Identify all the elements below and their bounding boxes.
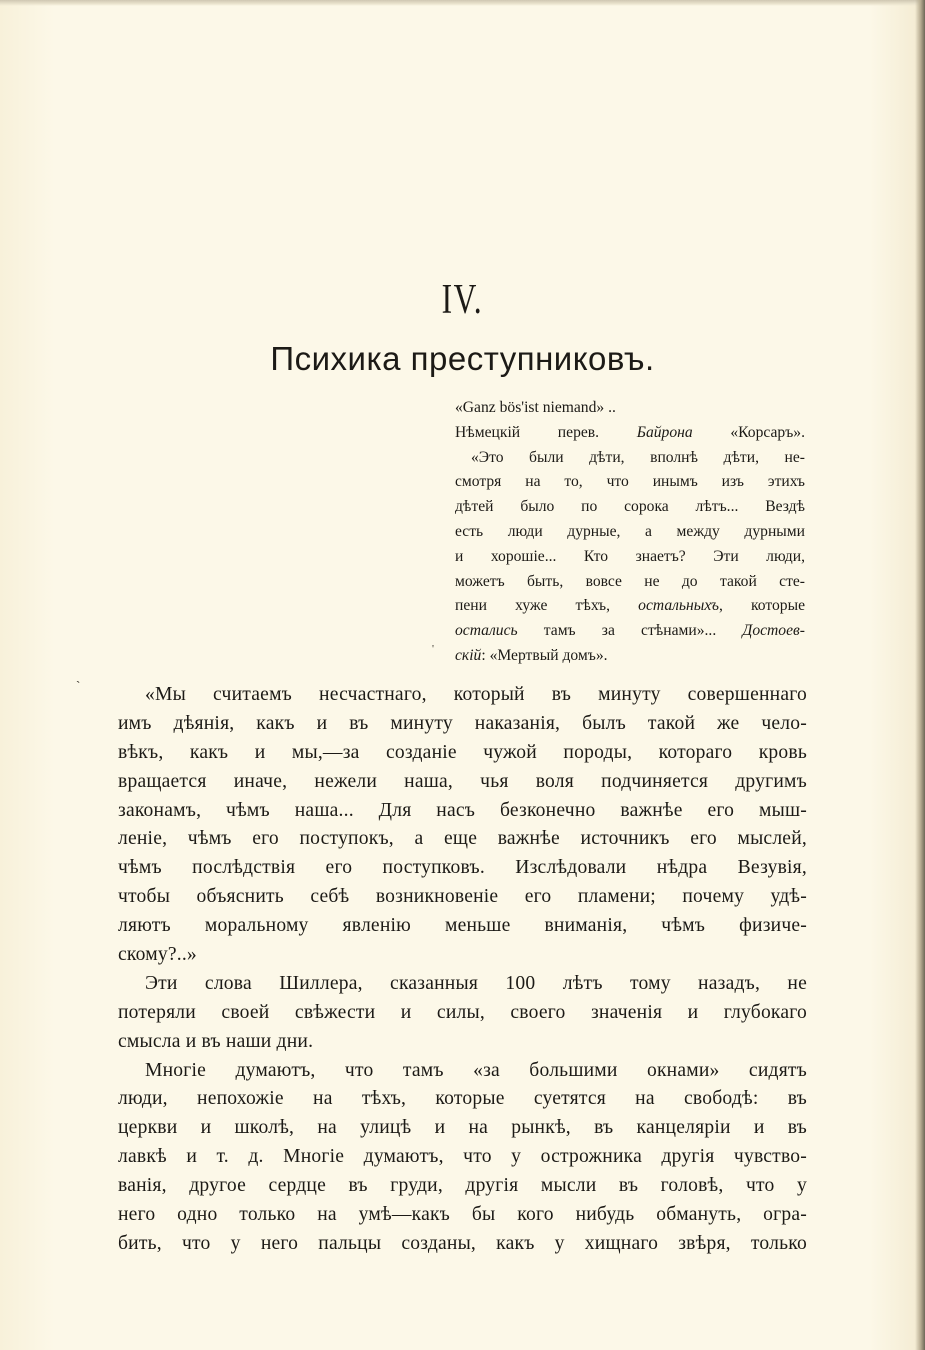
text-line: «Мы считаемъ несчастнаго, который въ минуту совершеннаго xyxy=(145,684,807,705)
epigraph-author: Достоев- xyxy=(742,622,805,640)
body-text xyxy=(118,681,807,1259)
epigraph-line: дѣтей было по сорока лѣтъ... Вездѣ xyxy=(455,498,805,516)
text-line: вращается иначе, нежели наша, чья воля подчиняется другимъ xyxy=(118,770,807,792)
page-right-edge-shadow xyxy=(915,0,925,1350)
epigraph-line: можетъ быть, вовсе не до такой сте- xyxy=(455,572,805,590)
epigraph-line: «Ganz bös'ist niemand» .. xyxy=(455,399,616,416)
text-line: ляютъ моральному явленію меньше вниманія, чѣмъ физиче- xyxy=(118,915,807,937)
epigraph-line: и хорошіе... Кто знаетъ? Эти люди, xyxy=(455,547,805,565)
text-line: бить, что у него пальцы созданы, какъ у хищнаго звѣря, только xyxy=(118,1232,807,1254)
text-line: него одно только на умѣ—какъ бы кого нибудь обмануть, огра- xyxy=(118,1204,807,1226)
epigraph-line: скій: «Мертвый домъ». xyxy=(455,646,608,664)
epigraph-line: пени хуже тѣхъ, остальныхъ, которые xyxy=(455,597,805,615)
margin-speck: ` xyxy=(76,678,81,693)
text-line: имъ дѣянія, какъ и въ минуту наказанія, былъ такой же чело- xyxy=(118,712,807,734)
text-line: Многіе думаютъ, что тамъ «за большими окнами» сидятъ xyxy=(145,1059,807,1081)
text-line: чтобы объяснить себѣ возникновеніе его пламени; почему удѣ- xyxy=(118,886,807,908)
epigraph xyxy=(455,396,805,669)
text-line: люди, непохожіе на тѣхъ, которые суетятся на свободѣ: въ xyxy=(118,1088,807,1110)
margin-speck: ' xyxy=(432,643,434,655)
text-line: скому?..» xyxy=(118,944,197,966)
text-line: леніе, чѣмъ его поступокъ, а еще важнѣе источникъ его мыслей, xyxy=(118,828,807,850)
text-line: вѣкъ, какъ и мы,—за созданіе чужой породы, котораго кровь xyxy=(118,741,807,763)
text-line: смысла и въ наши дни. xyxy=(118,1030,314,1052)
page-top-edge xyxy=(0,0,925,6)
text-line: лавкѣ и т. д. Многіе думаютъ, что у острожника другія чувство- xyxy=(118,1146,807,1168)
epigraph-line: Нѣмецкій перев. Байрона «Корсаръ». xyxy=(455,423,805,441)
text-line: церкви и школѣ, на улицѣ и на рынкѣ, въ канцеляріи и въ xyxy=(118,1117,807,1139)
text-line: чѣмъ послѣдствія его поступковъ. Изслѣдовали нѣдра Везувія, xyxy=(118,857,807,879)
epigraph-line: остались тамъ за стѣнами»... Достоев- xyxy=(455,622,805,640)
text-line: законамъ, чѣмъ наша... Для насъ безконечно важнѣе его мыш- xyxy=(118,799,807,821)
text-line: потеряли своей свѣжести и силы, своего значенія и глубокаго xyxy=(118,1001,807,1023)
text-line: Эти слова Шиллера, сказанныя 100 лѣтъ тому назадъ, не xyxy=(145,972,807,994)
chapter-title: Психика преступниковъ. xyxy=(270,340,655,377)
epigraph-author: скій xyxy=(455,646,482,664)
epigraph-line: есть люди дурные, а между дурными xyxy=(455,522,805,540)
epigraph-author: Байрона xyxy=(636,423,693,441)
epigraph-line: «Это были дѣти, вполнѣ дѣти, не- xyxy=(471,448,805,466)
epigraph-line: смотря на то, что инымъ изъ этихъ xyxy=(455,473,805,491)
text-line: ванія, другое сердце въ груди, другія мысли въ головѣ, что у xyxy=(118,1175,807,1197)
chapter-number: IV. xyxy=(441,277,484,323)
